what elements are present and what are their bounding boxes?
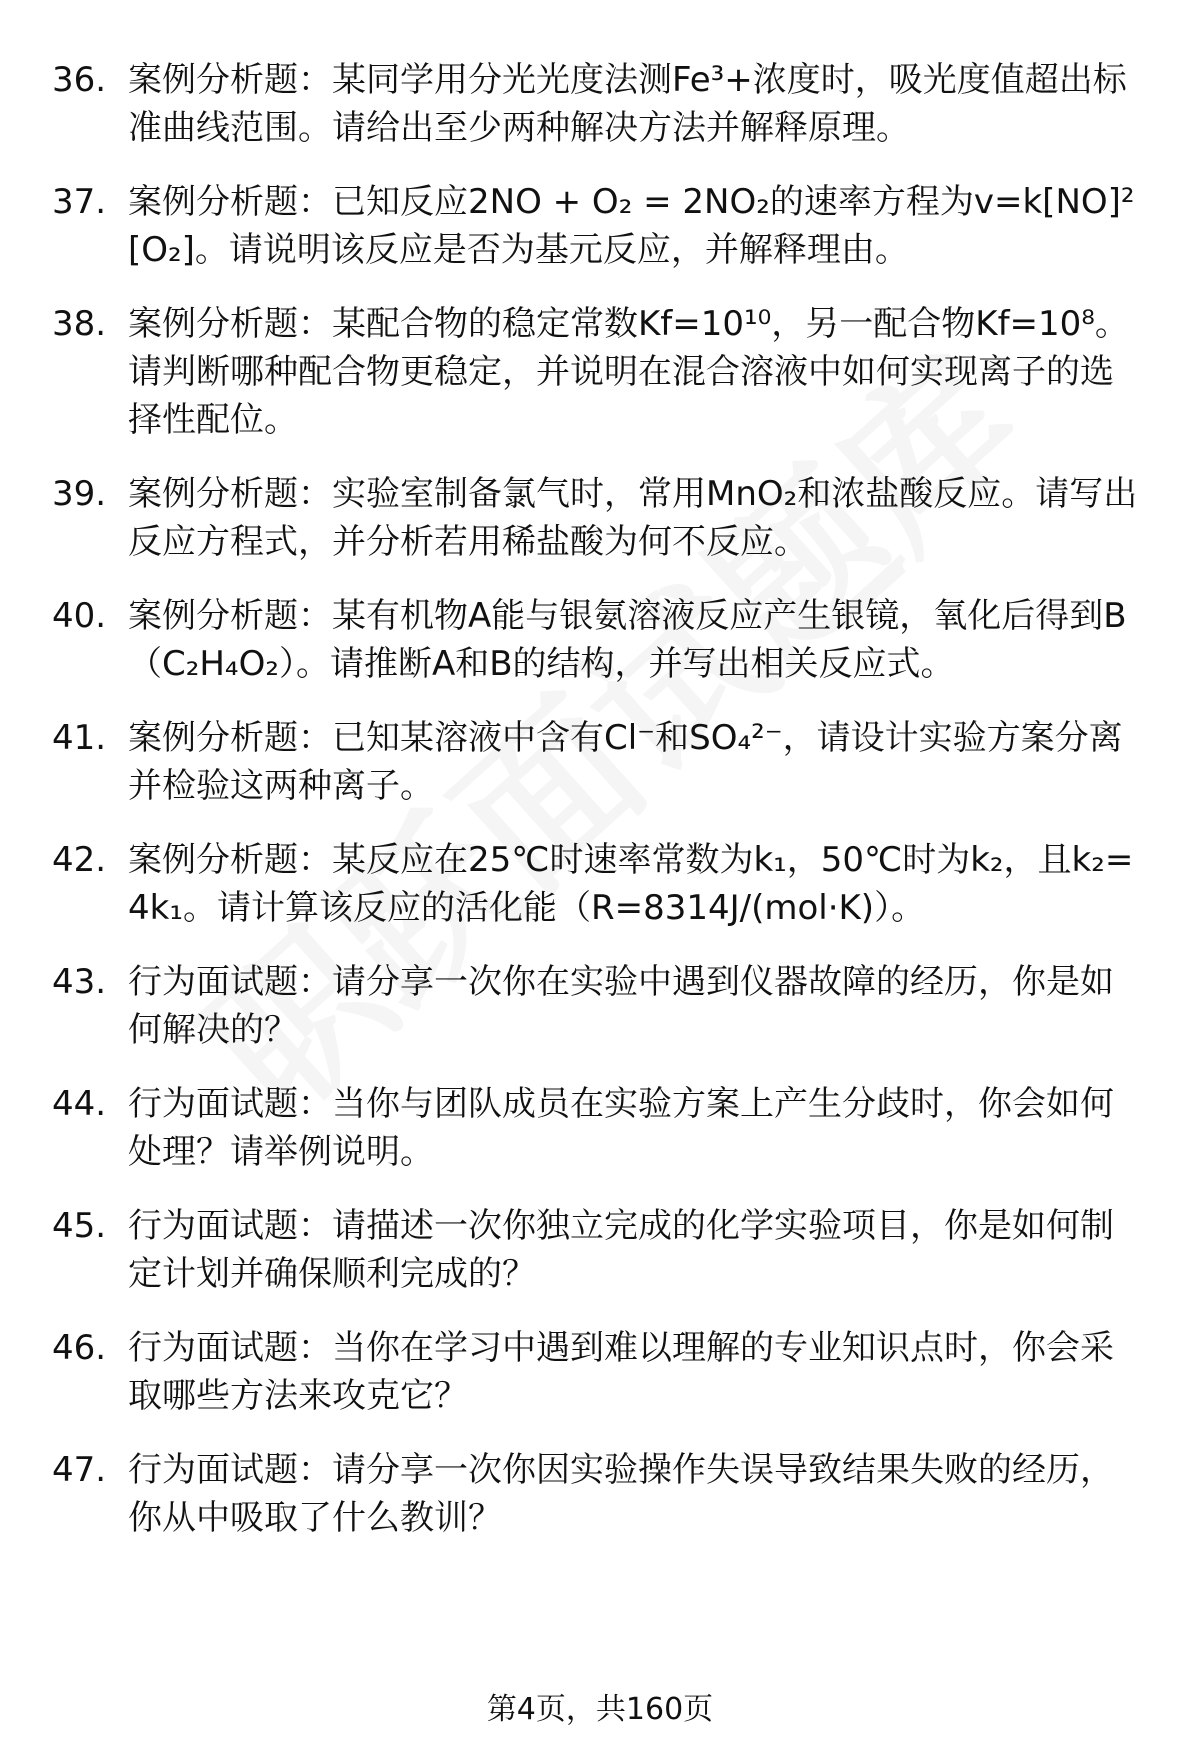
question-item <box>52 958 1152 1054</box>
question-item <box>52 470 1152 566</box>
question-number: 39. <box>52 474 107 514</box>
question-text: 行为面试题：请描述一次你独立完成的化学实验项目，你是如何制定计划并确保顺利完成的？ <box>128 1206 1114 1294</box>
question-number: 41. <box>52 718 107 758</box>
question-number: 45. <box>52 1206 107 1246</box>
question-text: 案例分析题：实验室制备氯气时，常用MnO₂和浓盐酸反应。请写出反应方程式，并分析若用稀盐酸为何不反应。 <box>128 474 1138 562</box>
question-number: 36. <box>52 60 107 100</box>
question-number: 42. <box>52 840 107 880</box>
question-item <box>52 592 1152 688</box>
question-number: 44. <box>52 1084 107 1124</box>
question-text: 行为面试题：请分享一次你在实验中遇到仪器故障的经历，你是如何解决的？ <box>128 962 1114 1050</box>
question-text: 案例分析题：某有机物A能与银氨溶液反应产生银镜，氧化后得到B（C₂H₄O₂）。请推断A和B的结构，并写出相关反应式。 <box>128 596 1127 684</box>
question-text: 案例分析题：已知反应2NO + O₂ = 2NO₂的速率方程为v=k[NO]²[O₂]。请说明该反应是否为基元反应，并解释理由。 <box>128 182 1135 270</box>
question-item <box>52 1324 1152 1420</box>
question-text: 行为面试题：当你与团队成员在实验方案上产生分歧时，你会如何处理？请举例说明。 <box>128 1084 1114 1172</box>
question-item <box>52 56 1152 152</box>
question-text: 案例分析题：某配合物的稳定常数Kf=10¹⁰，另一配合物Kf=10⁸。请判断哪种配合物更稳定，并说明在混合溶液中如何实现离子的选择性配位。 <box>128 304 1129 440</box>
question-item <box>52 300 1152 444</box>
question-number: 37. <box>52 182 107 222</box>
question-text: 行为面试题：请分享一次你因实验操作失误导致结果失败的经历，你从中吸取了什么教训？ <box>128 1450 1114 1538</box>
question-number: 40. <box>52 596 107 636</box>
question-text: 案例分析题：某同学用分光光度法测Fe³+浓度时，吸光度值超出标准曲线范围。请给出至少两种解决方法并解释原理。 <box>128 60 1127 148</box>
question-text: 案例分析题：某反应在25℃时速率常数为k₁，50℃时为k₂，且k₂=4k₁。请计算该反应的活化能（R=8314J/(mol·K)）。 <box>128 840 1134 928</box>
page-footer: 第4页，共160页 <box>486 1692 714 1727</box>
question-number: 38. <box>52 304 107 344</box>
question-number: 46. <box>52 1328 107 1368</box>
question-item <box>52 836 1152 932</box>
question-list <box>52 56 1152 1568</box>
question-number: 47. <box>52 1450 107 1490</box>
question-text: 行为面试题：当你在学习中遇到难以理解的专业知识点时，你会采取哪些方法来攻克它？ <box>128 1328 1114 1416</box>
question-number: 43. <box>52 962 107 1002</box>
question-item <box>52 714 1152 810</box>
question-item <box>52 1080 1152 1176</box>
question-text: 案例分析题：已知某溶液中含有Cl⁻和SO₄²⁻，请设计实验方案分离并检验这两种离子。 <box>128 718 1123 806</box>
question-item <box>52 1202 1152 1298</box>
question-item <box>52 178 1152 274</box>
question-item <box>52 1446 1152 1542</box>
